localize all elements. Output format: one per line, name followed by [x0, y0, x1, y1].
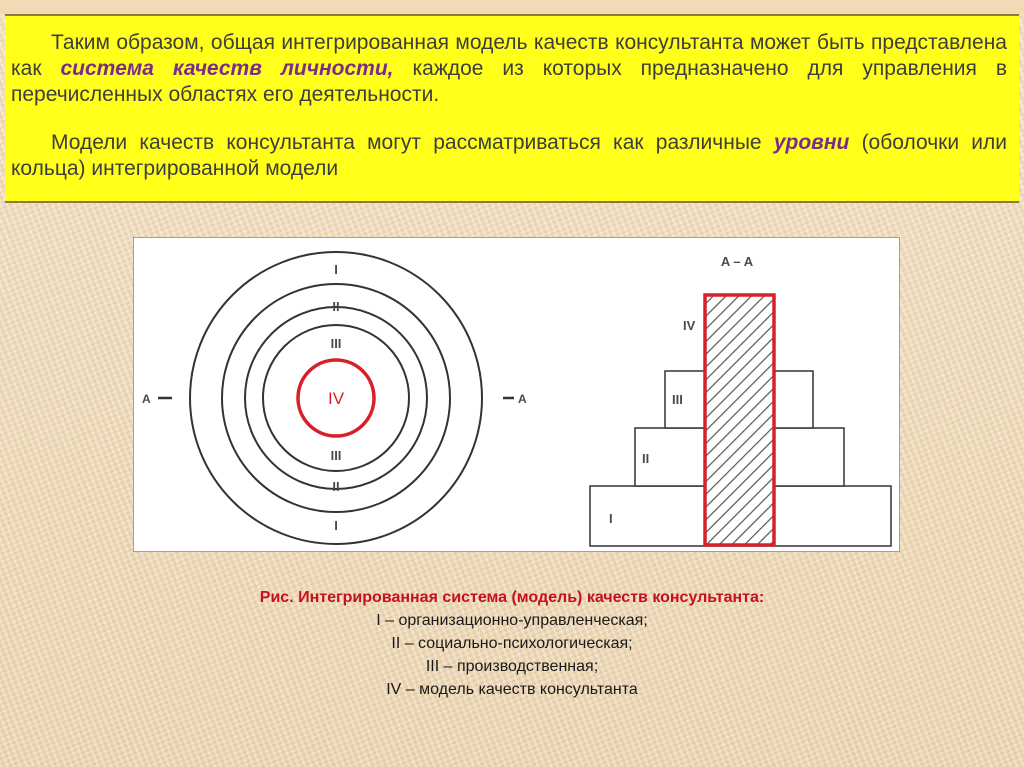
- figure-panel: [133, 237, 900, 552]
- core-label: IV: [327, 389, 345, 408]
- figure-caption: [112, 586, 912, 701]
- ring-label-i-top: I: [334, 262, 338, 277]
- ring-label-iii-bottom: III: [330, 448, 342, 463]
- top-strip: [0, 0, 1024, 14]
- section-title: A – A: [720, 254, 754, 269]
- caption-item-1: I – организационно-управленческая;: [376, 612, 648, 629]
- section-core-hatched: [705, 295, 774, 545]
- step-label-iii: III: [672, 392, 683, 407]
- step-label-i: I: [609, 511, 613, 526]
- step-label-ii: II: [642, 451, 650, 466]
- paragraph-2-end: (оболочки или кольца) интегрированной модели: [11, 131, 1007, 180]
- ring-label-ii-top: II: [332, 299, 340, 314]
- paragraph-1-end: каждое из которых предназначено для управления в перечисленных областях его деятельности.: [11, 57, 1008, 106]
- paragraph-1: [11, 30, 1007, 108]
- step-label-iv: IV: [683, 318, 696, 333]
- ring-label-i-bottom: I: [334, 518, 338, 533]
- summary-text-box: [5, 14, 1019, 203]
- section-marker-left: A: [142, 392, 151, 406]
- section-marker-right: A: [518, 392, 527, 406]
- paragraph-2-highlight: уровни: [773, 131, 850, 154]
- paragraph-1-start: Таким образом, общая интегрированная модель качеств консультанта может быть представлена как: [11, 31, 1007, 80]
- caption-item-4: IV – модель качеств консультанта: [386, 681, 638, 698]
- ring-label-iii-top: III: [330, 336, 342, 351]
- model-diagram: [134, 238, 901, 553]
- caption-item-3: III – производственная;: [425, 658, 599, 675]
- caption-title: Рис. Интегрированная система (модель) качеств консультанта:: [259, 589, 765, 606]
- paragraph-1-highlight: система качеств личности,: [60, 57, 394, 80]
- ring-label-ii-bottom: II: [332, 479, 340, 494]
- paragraph-2: [11, 130, 1007, 182]
- caption-item-2: II – социально-психологическая;: [391, 635, 633, 652]
- paragraph-2-start: Модели качеств консультанта могут рассматриваться как различные: [51, 131, 774, 154]
